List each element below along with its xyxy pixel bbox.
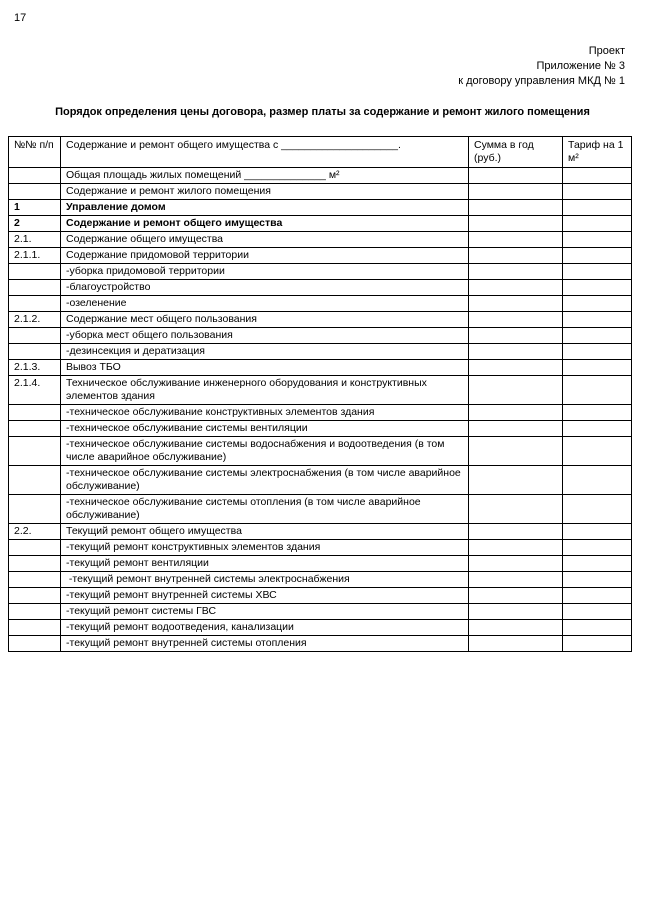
row-tariff-cell bbox=[563, 540, 632, 556]
header-line-project: Проект bbox=[588, 45, 625, 57]
row-annual-sum-cell bbox=[469, 495, 563, 524]
table-row bbox=[9, 636, 632, 652]
row-description-cell: Содержание и ремонт общего имущества bbox=[61, 216, 469, 232]
row-description-cell: Содержание придомовой территории bbox=[61, 248, 469, 264]
row-number-cell: 2.1.2. bbox=[9, 312, 61, 328]
row-number-cell bbox=[9, 421, 61, 437]
document-header bbox=[458, 44, 625, 89]
document-title: Порядок определения цены договора, размер платы за содержание и ремонт жилого помещения bbox=[55, 106, 590, 118]
row-number-cell bbox=[9, 344, 61, 360]
row-description-cell: -техническое обслуживание системы отопления (в том числе аварийное обслуживание) bbox=[61, 495, 469, 524]
row-annual-sum-cell bbox=[469, 437, 563, 466]
table-row bbox=[9, 588, 632, 604]
table-row bbox=[9, 376, 632, 405]
table-row bbox=[9, 184, 632, 200]
row-description-cell: Содержание и ремонт жилого помещения bbox=[61, 184, 469, 200]
row-description-cell: -техническое обслуживание системы вентиляции bbox=[61, 421, 469, 437]
row-description-cell: Содержание мест общего пользования bbox=[61, 312, 469, 328]
row-description-cell: -текущий ремонт конструктивных элементов здания bbox=[61, 540, 469, 556]
table-row bbox=[9, 264, 632, 280]
table-row bbox=[9, 312, 632, 328]
row-number-cell: 2.1.4. bbox=[9, 376, 61, 405]
row-description-cell: -техническое обслуживание конструктивных элементов здания bbox=[61, 405, 469, 421]
row-number-cell bbox=[9, 168, 61, 184]
header-line-contract: к договору управления МКД № 1 bbox=[458, 75, 625, 87]
table-row bbox=[9, 466, 632, 495]
table-row bbox=[9, 437, 632, 466]
column-header-annual-sum: Сумма в год (руб.) bbox=[469, 137, 563, 168]
row-annual-sum-cell bbox=[469, 184, 563, 200]
row-annual-sum-cell bbox=[469, 344, 563, 360]
row-number-cell bbox=[9, 184, 61, 200]
row-annual-sum-cell bbox=[469, 376, 563, 405]
row-annual-sum-cell bbox=[469, 466, 563, 495]
row-annual-sum-cell bbox=[469, 312, 563, 328]
row-annual-sum-cell bbox=[469, 620, 563, 636]
table-row bbox=[9, 556, 632, 572]
row-number-cell bbox=[9, 572, 61, 588]
column-header-content: Содержание и ремонт общего имущества с ____________________. bbox=[61, 137, 469, 168]
row-annual-sum-cell bbox=[469, 328, 563, 344]
row-tariff-cell bbox=[563, 376, 632, 405]
row-tariff-cell bbox=[563, 312, 632, 328]
row-tariff-cell bbox=[563, 604, 632, 620]
pricing-table bbox=[8, 136, 632, 652]
row-tariff-cell bbox=[563, 280, 632, 296]
row-tariff-cell bbox=[563, 216, 632, 232]
row-annual-sum-cell bbox=[469, 280, 563, 296]
table-row bbox=[9, 620, 632, 636]
row-tariff-cell bbox=[563, 556, 632, 572]
row-annual-sum-cell bbox=[469, 588, 563, 604]
row-number-cell bbox=[9, 264, 61, 280]
row-number-cell: 2.2. bbox=[9, 524, 61, 540]
table-row bbox=[9, 604, 632, 620]
row-description-cell: -текущий ремонт внутренней системы ХВС bbox=[61, 588, 469, 604]
row-description-cell: -техническое обслуживание системы электроснабжения (в том числе аварийное обслуживание) bbox=[61, 466, 469, 495]
row-annual-sum-cell bbox=[469, 264, 563, 280]
table-header-row bbox=[9, 137, 632, 168]
table-row bbox=[9, 232, 632, 248]
row-description-cell: Содержание общего имущества bbox=[61, 232, 469, 248]
row-number-cell: 2 bbox=[9, 216, 61, 232]
row-tariff-cell bbox=[563, 495, 632, 524]
row-annual-sum-cell bbox=[469, 232, 563, 248]
row-description-cell: -текущий ремонт водоотведения, канализации bbox=[61, 620, 469, 636]
row-annual-sum-cell bbox=[469, 296, 563, 312]
table-row bbox=[9, 216, 632, 232]
row-number-cell bbox=[9, 588, 61, 604]
row-description-cell: -техническое обслуживание системы водоснабжения и водоотведения (в том числе аварийное обслуживание) bbox=[61, 437, 469, 466]
row-number-cell bbox=[9, 280, 61, 296]
row-tariff-cell bbox=[563, 421, 632, 437]
page-number: 17 bbox=[14, 12, 27, 24]
row-annual-sum-cell bbox=[469, 405, 563, 421]
row-annual-sum-cell bbox=[469, 604, 563, 620]
row-number-cell bbox=[9, 604, 61, 620]
table-row bbox=[9, 280, 632, 296]
row-tariff-cell bbox=[563, 200, 632, 216]
table-row bbox=[9, 524, 632, 540]
table-row bbox=[9, 168, 632, 184]
table-row bbox=[9, 405, 632, 421]
row-annual-sum-cell bbox=[469, 636, 563, 652]
row-number-cell bbox=[9, 328, 61, 344]
row-annual-sum-cell bbox=[469, 572, 563, 588]
table-row bbox=[9, 360, 632, 376]
row-description-cell: Вывоз ТБО bbox=[61, 360, 469, 376]
row-annual-sum-cell bbox=[469, 524, 563, 540]
row-description-cell: -уборка придомовой территории bbox=[61, 264, 469, 280]
row-number-cell: 1 bbox=[9, 200, 61, 216]
table-row bbox=[9, 200, 632, 216]
row-description-cell: Управление домом bbox=[61, 200, 469, 216]
row-annual-sum-cell bbox=[469, 540, 563, 556]
row-description-cell: Текущий ремонт общего имущества bbox=[61, 524, 469, 540]
row-tariff-cell bbox=[563, 524, 632, 540]
row-description-cell: Общая площадь жилых помещений ______________ м² bbox=[61, 168, 469, 184]
row-number-cell: 2.1.3. bbox=[9, 360, 61, 376]
row-tariff-cell bbox=[563, 466, 632, 495]
row-tariff-cell bbox=[563, 264, 632, 280]
header-line-appendix: Приложение № 3 bbox=[536, 60, 625, 72]
row-tariff-cell bbox=[563, 405, 632, 421]
row-description-cell: -уборка мест общего пользования bbox=[61, 328, 469, 344]
table-body bbox=[9, 168, 632, 652]
row-description-cell: -текущий ремонт внутренней системы электроснабжения bbox=[61, 572, 469, 588]
row-annual-sum-cell bbox=[469, 168, 563, 184]
column-header-number: №№ п/п bbox=[9, 137, 61, 168]
row-tariff-cell bbox=[563, 572, 632, 588]
table-row bbox=[9, 540, 632, 556]
row-number-cell bbox=[9, 437, 61, 466]
column-header-tariff: Тариф на 1 м² bbox=[563, 137, 632, 168]
row-number-cell bbox=[9, 495, 61, 524]
table-row bbox=[9, 495, 632, 524]
row-number-cell bbox=[9, 556, 61, 572]
row-description-cell: -текущий ремонт внутренней системы отопления bbox=[61, 636, 469, 652]
row-tariff-cell bbox=[563, 636, 632, 652]
row-tariff-cell bbox=[563, 620, 632, 636]
row-number-cell bbox=[9, 620, 61, 636]
row-number-cell: 2.1.1. bbox=[9, 248, 61, 264]
table-row bbox=[9, 296, 632, 312]
row-description-cell: -озеленение bbox=[61, 296, 469, 312]
row-annual-sum-cell bbox=[469, 216, 563, 232]
row-annual-sum-cell bbox=[469, 556, 563, 572]
row-annual-sum-cell bbox=[469, 360, 563, 376]
table-row bbox=[9, 572, 632, 588]
table-row bbox=[9, 344, 632, 360]
row-annual-sum-cell bbox=[469, 248, 563, 264]
row-tariff-cell bbox=[563, 360, 632, 376]
table-row bbox=[9, 248, 632, 264]
row-description-cell: -дезинсекция и дератизация bbox=[61, 344, 469, 360]
row-annual-sum-cell bbox=[469, 421, 563, 437]
row-number-cell bbox=[9, 466, 61, 495]
row-tariff-cell bbox=[563, 344, 632, 360]
row-tariff-cell bbox=[563, 168, 632, 184]
row-annual-sum-cell bbox=[469, 200, 563, 216]
row-description-cell: -текущий ремонт системы ГВС bbox=[61, 604, 469, 620]
row-number-cell bbox=[9, 540, 61, 556]
row-description-cell: Техническое обслуживание инженерного оборудования и конструктивных элементов здания bbox=[61, 376, 469, 405]
row-tariff-cell bbox=[563, 232, 632, 248]
row-description-cell: -текущий ремонт вентиляции bbox=[61, 556, 469, 572]
row-number-cell bbox=[9, 296, 61, 312]
table-row bbox=[9, 328, 632, 344]
row-tariff-cell bbox=[563, 296, 632, 312]
row-tariff-cell bbox=[563, 184, 632, 200]
row-number-cell bbox=[9, 636, 61, 652]
row-number-cell bbox=[9, 405, 61, 421]
row-tariff-cell bbox=[563, 248, 632, 264]
row-description-cell: -благоустройство bbox=[61, 280, 469, 296]
table-row bbox=[9, 421, 632, 437]
row-tariff-cell bbox=[563, 588, 632, 604]
row-tariff-cell bbox=[563, 437, 632, 466]
row-number-cell: 2.1. bbox=[9, 232, 61, 248]
row-tariff-cell bbox=[563, 328, 632, 344]
